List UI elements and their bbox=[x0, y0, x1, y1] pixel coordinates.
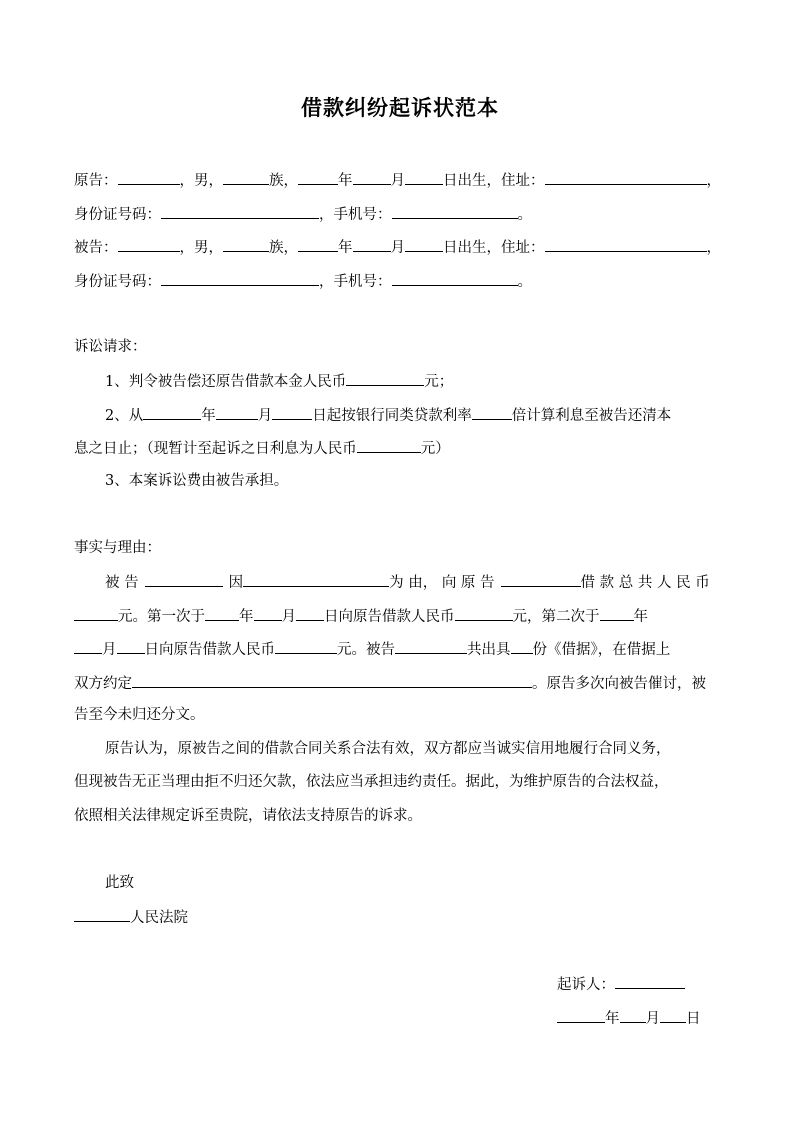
second-loan-month-blank[interactable] bbox=[74, 638, 102, 654]
defendant-id-blank[interactable] bbox=[161, 270, 319, 286]
defendant-phone-blank[interactable] bbox=[392, 270, 518, 286]
interest-start-day-blank[interactable] bbox=[272, 404, 312, 420]
reason-blank[interactable] bbox=[243, 571, 389, 587]
facts-line-3: 月 日向原告借款人民币 元。被告 共出具 份《借据》，在借据上 bbox=[74, 638, 670, 660]
plaintiff-id-line: 身份证号码： ，手机号： 。 bbox=[74, 203, 532, 225]
date-month-blank[interactable] bbox=[620, 1007, 646, 1023]
plaintiff-phone-blank[interactable] bbox=[392, 203, 518, 219]
defendant-name-blank-3[interactable] bbox=[395, 638, 467, 654]
facts-line-5: 告至今未归还分文。 bbox=[74, 707, 205, 723]
plaintiff-id-blank[interactable] bbox=[161, 203, 319, 219]
claim-item-3: 3、本案诉讼费由被告承担。 bbox=[105, 473, 289, 489]
defendant-ethnic-blank[interactable] bbox=[223, 236, 269, 252]
plaintiff-info-line: 原告： ，男， 族， 年 月 日出生，住址： ， bbox=[74, 169, 721, 191]
interest-amount-blank[interactable] bbox=[357, 437, 421, 453]
plaintiff-birth-day-blank[interactable] bbox=[405, 169, 443, 185]
claims-heading: 诉讼请求： bbox=[74, 339, 147, 355]
reasons-line-3: 依照相关法律规定诉至贵院，请依法支持原告的诉求。 bbox=[74, 808, 422, 824]
facts-line-1: 被 告 因 为 由， 向 原 告 借 款 总 共 人 民 币 bbox=[105, 571, 710, 593]
first-loan-day-blank[interactable] bbox=[296, 605, 324, 621]
defendant-name-blank[interactable] bbox=[118, 236, 180, 252]
plaintiff-ethnic-blank[interactable] bbox=[223, 169, 269, 185]
reasons-line-2: 但现被告无正当理由拒不归还欠款，依法应当承担违约责任。据此，为维护原告的合法权益， bbox=[74, 774, 669, 790]
defendant-id-line: 身份证号码： ，手机号： 。 bbox=[74, 270, 532, 292]
facts-line-2: 元。第一次于 年 月 日向原告借款人民币 元，第二次于 年 bbox=[74, 605, 648, 627]
signer-blank[interactable] bbox=[615, 973, 685, 989]
claim-item-2-cont: 息之日止；（现暂计至起诉之日利息为人民币 元） bbox=[74, 437, 450, 459]
facts-heading: 事实与理由： bbox=[74, 540, 161, 556]
second-loan-amount-blank[interactable] bbox=[275, 638, 337, 654]
second-loan-day-blank[interactable] bbox=[117, 638, 145, 654]
court-label: 人民法院 bbox=[130, 910, 188, 926]
salutation: 此致 bbox=[105, 875, 134, 891]
court-line bbox=[74, 906, 188, 928]
total-amount-blank[interactable] bbox=[74, 605, 118, 621]
plaintiff-label: 原告： bbox=[74, 173, 118, 189]
facts-line-4: 双方约定 。原告多次向被告催讨，被 bbox=[74, 672, 706, 694]
court-name-blank[interactable] bbox=[74, 906, 130, 922]
plaintiff-birth-year-blank[interactable] bbox=[298, 169, 338, 185]
reasons-line-1: 原告认为，原被告之间的借款合同关系合法有效，双方都应当诚实信用地履行合同义务， bbox=[105, 741, 671, 757]
claim-item-1: 1、判令被告偿还原告借款本金人民币 元； bbox=[105, 370, 453, 392]
plaintiff-name-blank-2[interactable] bbox=[501, 571, 581, 587]
defendant-birth-year-blank[interactable] bbox=[298, 236, 338, 252]
document-title: 借款纠纷起诉状范本 bbox=[301, 96, 499, 120]
principal-amount-blank[interactable] bbox=[346, 370, 424, 386]
receipt-count-blank[interactable] bbox=[511, 638, 533, 654]
plaintiff-name-blank[interactable] bbox=[118, 169, 180, 185]
first-loan-amount-blank[interactable] bbox=[455, 605, 513, 621]
signer-line bbox=[557, 973, 685, 995]
interest-start-year-blank[interactable] bbox=[143, 404, 201, 420]
defendant-label: 被告： bbox=[74, 240, 118, 256]
defendant-birth-month-blank[interactable] bbox=[353, 236, 391, 252]
signer-label: 起诉人： bbox=[557, 977, 615, 993]
defendant-address-blank[interactable] bbox=[545, 236, 707, 252]
second-loan-year-blank[interactable] bbox=[600, 605, 634, 621]
defendant-birth-day-blank[interactable] bbox=[405, 236, 443, 252]
interest-multiple-blank[interactable] bbox=[472, 404, 512, 420]
first-loan-month-blank[interactable] bbox=[254, 605, 282, 621]
agreement-terms-blank[interactable] bbox=[132, 672, 532, 688]
first-loan-year-blank[interactable] bbox=[205, 605, 239, 621]
claim-item-2: 2、从 年 月 日起按银行同类贷款利率 倍计算利息至被告还清本 bbox=[105, 404, 671, 426]
date-line: 年 月 日 bbox=[557, 1007, 701, 1029]
plaintiff-birth-month-blank[interactable] bbox=[353, 169, 391, 185]
date-day-blank[interactable] bbox=[660, 1007, 686, 1023]
plaintiff-address-blank[interactable] bbox=[545, 169, 707, 185]
date-year-blank[interactable] bbox=[557, 1007, 605, 1023]
defendant-info-line: 被告： ，男， 族， 年 月 日出生，住址： ， bbox=[74, 236, 721, 258]
defendant-name-blank-2[interactable] bbox=[145, 571, 223, 587]
interest-start-month-blank[interactable] bbox=[216, 404, 258, 420]
